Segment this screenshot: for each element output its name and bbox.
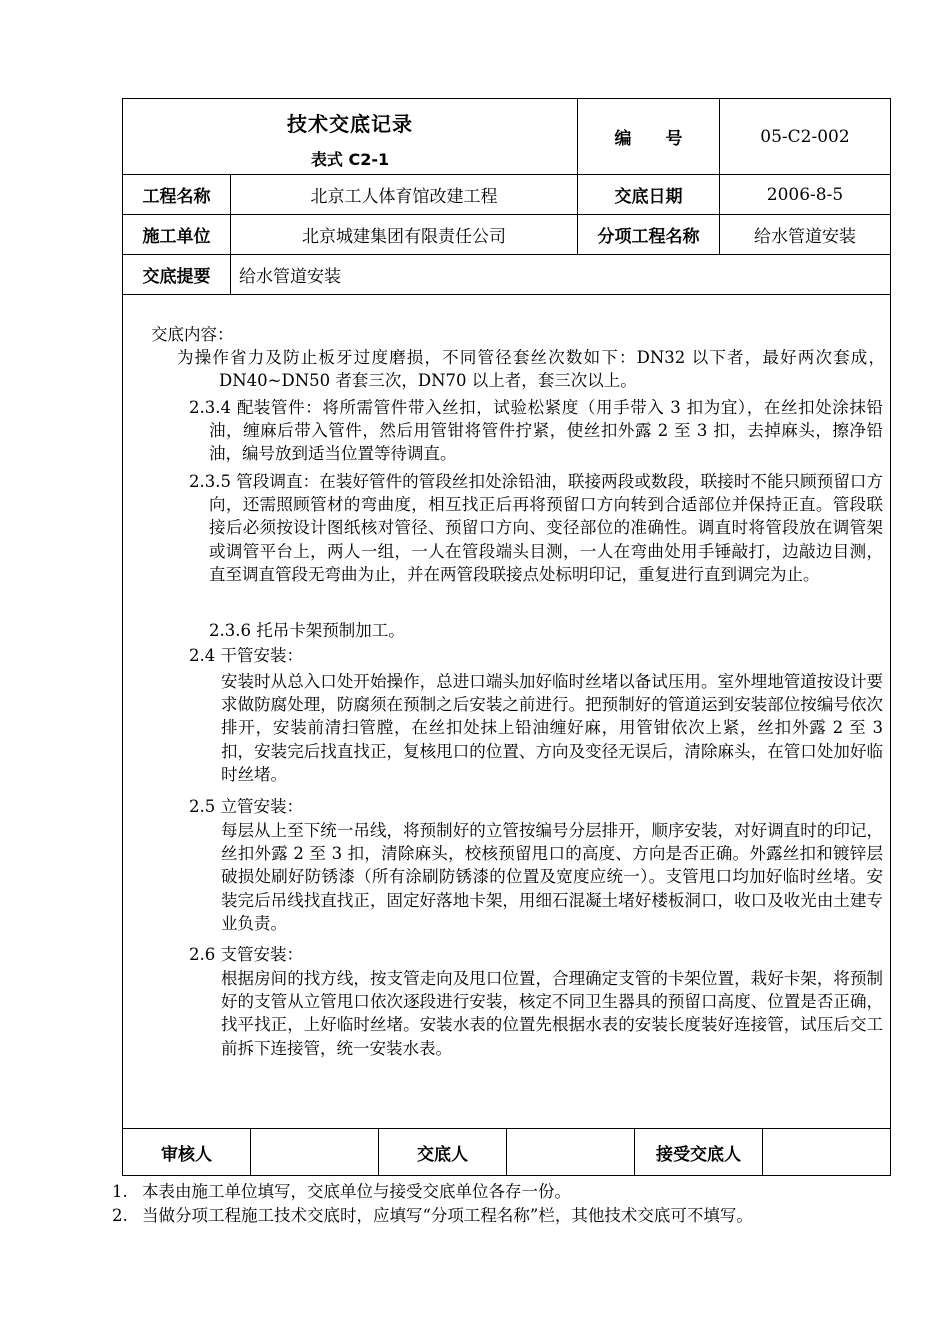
project-name-value: 北京工人体育馆改建工程 — [231, 175, 578, 214]
content-paragraph: 根据房间的找方线，按支管走向及甩口位置，合理确定支管的卡架位置，栽好卡架，将预制好的支管从立管甩口依次逐段进行安装，核定不同卫生器具的预留口高度、位置是否正确，找平找正，上好临时丝堵。安装水表的位置先根据水表的安装长度装好连接管，试压后交工前拆下连接管，统一安装水表。 — [221, 969, 883, 1058]
signature-row — [123, 1129, 890, 1175]
project-row — [123, 175, 890, 215]
discloser-signature[interactable] — [507, 1129, 635, 1175]
content-paragraph: 为操作省力及防止板牙过度磨损，不同管径套丝次数如下：DN32 以下者，最好两次套成，DN40~DN50 者套三次，DN70 以上者，套三次以上。 — [177, 348, 885, 391]
form-code: 表式 C2-1 — [310, 149, 390, 169]
content-paragraph: 每层从上至下统一吊线，将预制好的立管按编号分层排开，顺序安装，对好调直时的印记，丝扣外露 2 至 3 扣，清除麻头，校核预留甩口的高度、方向是否正确。外露丝扣和镀锌层破损处刷好防锈漆（所有涂刷防锈漆的位置及宽度应统一）。支管甩口均加好临时丝堵。安装完后吊线找直找正，固定好落地卡架，用细石混凝土堵好楼板洞口，收口及收光由土建专业负责。 — [221, 821, 883, 933]
footnote-text: 当做分项工程施工技术交底时，应填写“分项工程名称”栏，其他技术交底可不填写。 — [142, 1206, 753, 1225]
reviewer-label: 审核人 — [123, 1129, 251, 1175]
content-paragraph: 2.6 支管安装： — [189, 945, 303, 964]
receiver-label: 接受交底人 — [635, 1129, 763, 1175]
reviewer-signature[interactable] — [251, 1129, 379, 1175]
discloser-label: 交底人 — [379, 1129, 507, 1175]
content-paragraph: 2.3.4 配装管件：将所需管件带入丝扣，试验松紧度（用手带入 3 扣为宜），在丝扣处涂抹铅油，缠麻后带入管件，然后用管钳将管件拧紧，使丝扣外露 2 至 3 扣，去掉麻头，擦净铅油，编号放到适当位置等待调直。 — [189, 398, 883, 464]
footnote-item — [112, 1204, 753, 1228]
summary-label: 交底提要 — [123, 255, 231, 294]
subitem-value: 给水管道安装 — [754, 227, 856, 247]
content-paragraph: 2.5 立管安装： — [189, 797, 303, 816]
project-name-label: 工程名称 — [123, 175, 231, 214]
summary-value: 给水管道安装 — [239, 267, 341, 287]
content-paragraph: 安装时从总入口处开始操作，总进口端头加好临时丝堵以备试压用。室外埋地管道按设计要求做防腐处理，防腐须在预制之后安装之前进行。把预制好的管道运到安装部位按编号依次排开，安装前清扫管膛，在丝扣处抹上铅油缠好麻，用管钳依次上紧，丝扣外露 2 至 3 扣，安装完后找直找正，复核甩口的位置、方向及变径无误后，清除麻头，在管口处加好临时丝堵。 — [221, 672, 883, 784]
subitem-label: 分项工程名称 — [578, 215, 720, 254]
number-value: 05-C2-002 — [760, 126, 850, 147]
summary-row — [123, 255, 890, 295]
date-value: 2006-8-5 — [766, 184, 844, 205]
receiver-signature[interactable] — [763, 1129, 890, 1175]
content-paragraph: 2.3.5 管段调直：在装好管件的管段丝扣处涂铅油，联接两段或数段，联接时不能只顾预留口方向，还需照顾管材的弯曲度，相互找正后再将预留口方向转到合适部位并保持正直。管段联接后必须按设计图纸核对管径、预留口方向、变径部位的准确性。调直时将管段放在调管架或调管平台上，两人一组，一人在管段端头目测，一人在弯曲处用手锤敲打，边敲边目测，直至调直管段无弯曲为止，并在两管段联接点处标明印记，重复进行直到调完为止。 — [189, 472, 883, 584]
technical-disclosure-form — [122, 98, 891, 1176]
date-label: 交底日期 — [578, 175, 720, 214]
number-label: 编 号 — [578, 99, 720, 174]
footnote-text: 本表由施工单位填写，交底单位与接受交底单位各存一份。 — [142, 1182, 571, 1201]
contractor-value: 北京城建集团有限责任公司 — [231, 215, 578, 254]
footnote-number: 2. — [112, 1206, 128, 1225]
content-paragraph: 2.3.6 托吊卡架预制加工。 — [209, 621, 405, 640]
title-cell — [123, 99, 578, 174]
footnote-number: 1. — [112, 1182, 128, 1201]
content-paragraph: 2.4 干管安装： — [189, 646, 303, 665]
header-row — [123, 99, 890, 175]
disclosure-content — [123, 295, 890, 1129]
footnotes — [112, 1180, 753, 1228]
content-heading: 交底内容： — [151, 325, 234, 344]
contractor-label: 施工单位 — [123, 215, 231, 254]
footnote-item — [112, 1180, 753, 1204]
form-title: 技术交底记录 — [287, 111, 413, 136]
contractor-row — [123, 215, 890, 255]
